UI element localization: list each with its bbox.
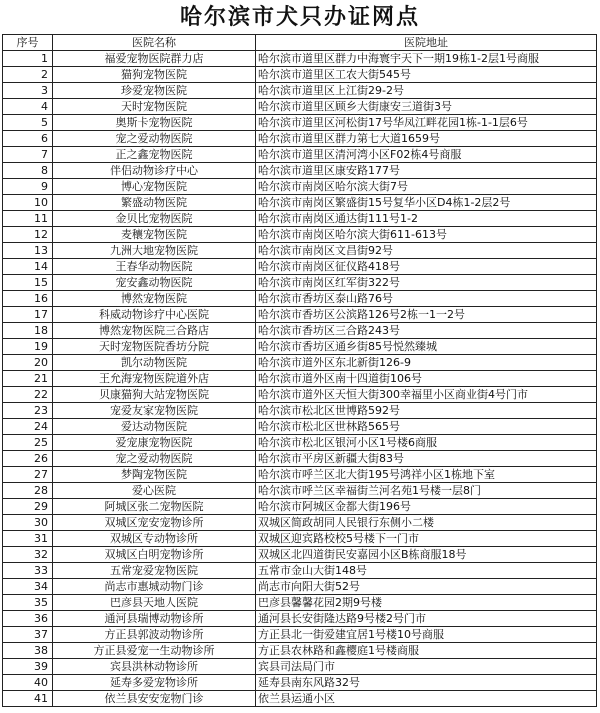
cell-address: 双城区迎宾路校校5号楼下一门市 [256,531,597,547]
cell-address: 哈尔滨市呼兰区北大街195号鸿祥小区1栋地下室 [256,467,597,483]
cell-name: 正之鑫宠物医院 [53,147,256,163]
cell-address: 哈尔滨市南岗区征仪路418号 [256,259,597,275]
table-header-row [3,35,597,51]
cell-address: 双城区北四道街民安嘉园小区B栋商服18号 [256,547,597,563]
cell-name: 宠安鑫动物医院 [53,275,256,291]
page-title: 哈尔滨市犬只办证网点 [179,4,420,30]
cell-no: 10 [3,195,53,211]
table-row [3,339,597,355]
cell-no: 25 [3,435,53,451]
cell-no: 1 [3,51,53,67]
table-row [3,547,597,563]
table-row [3,643,597,659]
cell-address: 哈尔滨市阿城区金都大街196号 [256,499,597,515]
cell-address: 哈尔滨市香坊区泰山路76号 [256,291,597,307]
table-row [3,355,597,371]
clinic-table [2,34,597,707]
table-row [3,579,597,595]
cell-no: 12 [3,227,53,243]
cell-address: 宾县司法局门市 [256,659,597,675]
table-row [3,323,597,339]
cell-address: 哈尔滨市香坊区三合路243号 [256,323,597,339]
table-row [3,611,597,627]
table-row [3,675,597,691]
cell-no: 18 [3,323,53,339]
cell-name: 九洲大地宠物医院 [53,243,256,259]
cell-no: 4 [3,99,53,115]
cell-name: 金贝比宠物医院 [53,211,256,227]
cell-name: 繁盛动物医院 [53,195,256,211]
cell-no: 2 [3,67,53,83]
table-row [3,371,597,387]
table-row [3,163,597,179]
header-address: 医院地址 [256,35,597,51]
cell-name: 方正县爱宠一生动物诊所 [53,643,256,659]
table-row [3,515,597,531]
cell-name: 贝康猫狗大站宠物医院 [53,387,256,403]
table-row [3,115,597,131]
table-row [3,451,597,467]
cell-no: 36 [3,611,53,627]
cell-name: 天时宠物医院香坊分院 [53,339,256,355]
cell-no: 20 [3,355,53,371]
cell-no: 30 [3,515,53,531]
cell-name: 尚志市惠城动物门诊 [53,579,256,595]
cell-address: 哈尔滨市道外区天恒大街300幸福里小区商业街4号门市 [256,387,597,403]
cell-no: 24 [3,419,53,435]
cell-address: 哈尔滨市香坊区通乡街85号悦然臻城 [256,339,597,355]
cell-address: 哈尔滨市道里区群力中海寰宇天下一期19栋1-2层1号商服 [256,51,597,67]
table-row [3,179,597,195]
cell-no: 19 [3,339,53,355]
cell-address: 哈尔滨市南岗区红军街322号 [256,275,597,291]
cell-name: 方正县郭波动物诊所 [53,627,256,643]
cell-name: 宠之爱动物医院 [53,451,256,467]
cell-no: 6 [3,131,53,147]
cell-address: 哈尔滨市南岗区哈尔滨大街611-613号 [256,227,597,243]
table-row [3,435,597,451]
cell-name: 博然宠物医院 [53,291,256,307]
cell-no: 39 [3,659,53,675]
table-row [3,275,597,291]
cell-no: 15 [3,275,53,291]
cell-no: 14 [3,259,53,275]
cell-name: 巴彦县天地人医院 [53,595,256,611]
cell-no: 21 [3,371,53,387]
cell-address: 哈尔滨市道里区康安路177号 [256,163,597,179]
cell-name: 梦陶宠物医院 [53,467,256,483]
table-row [3,51,597,67]
cell-name: 凯尔动物医院 [53,355,256,371]
table-row [3,131,597,147]
cell-name: 猫狗宠物医院 [53,67,256,83]
table-row [3,99,597,115]
cell-name: 爱达动物医院 [53,419,256,435]
table-row [3,387,597,403]
cell-no: 40 [3,675,53,691]
cell-name: 王春华动物医院 [53,259,256,275]
cell-no: 26 [3,451,53,467]
cell-address: 哈尔滨市道外区东北新街126-9 [256,355,597,371]
cell-no: 34 [3,579,53,595]
cell-address: 巴彦县馨馨花园2期9号楼 [256,595,597,611]
table-row [3,531,597,547]
cell-name: 阿城区张二宠物医院 [53,499,256,515]
cell-no: 13 [3,243,53,259]
table-row [3,627,597,643]
cell-name: 依兰县安安宠物门诊 [53,691,256,707]
table-row [3,403,597,419]
cell-name: 双城区宠安宠物诊所 [53,515,256,531]
cell-name: 麦穰宠物医院 [53,227,256,243]
cell-name: 双城区专动物诊所 [53,531,256,547]
table-row [3,291,597,307]
cell-no: 23 [3,403,53,419]
cell-address: 哈尔滨市松北区银河小区1号楼6商服 [256,435,597,451]
cell-address: 哈尔滨市道里区河松街17号华凤江畔花园1栋-1-1层6号 [256,115,597,131]
table-row [3,467,597,483]
cell-address: 哈尔滨市道里区清河湾小区F02栋4号商服 [256,147,597,163]
cell-no: 31 [3,531,53,547]
cell-name: 珍爱宠物医院 [53,83,256,99]
cell-name: 宠爱友家宠物医院 [53,403,256,419]
cell-no: 3 [3,83,53,99]
table-row [3,659,597,675]
cell-address: 双城区简政胡同人民银行东侧小二楼 [256,515,597,531]
cell-no: 38 [3,643,53,659]
cell-address: 哈尔滨市南岗区繁盛街15号复华小区D4栋1-2层2号 [256,195,597,211]
cell-address: 尚志市向阳大街52号 [256,579,597,595]
table-row [3,307,597,323]
table-row [3,499,597,515]
cell-no: 16 [3,291,53,307]
cell-name: 王允海宠物医院道外店 [53,371,256,387]
cell-name: 博心宠物医院 [53,179,256,195]
cell-name: 延寿多爱宠物诊所 [53,675,256,691]
cell-name: 宾县洪林动物诊所 [53,659,256,675]
table-row [3,243,597,259]
cell-address: 哈尔滨市松北区世博路592号 [256,403,597,419]
cell-name: 宠之爱动物医院 [53,131,256,147]
cell-address: 哈尔滨市呼兰区幸福街兰河名苑1号楼一层8门 [256,483,597,499]
cell-name: 天时宠物医院 [53,99,256,115]
table-row [3,83,597,99]
cell-address: 哈尔滨市南岗区通达街111号1-2 [256,211,597,227]
cell-address: 通河县长安街隆达路9号楼2号门市 [256,611,597,627]
cell-name: 福爱宠物医院群力店 [53,51,256,67]
cell-no: 22 [3,387,53,403]
cell-name: 科威动物诊疗中心医院 [53,307,256,323]
cell-address: 哈尔滨市道外区南十四道街106号 [256,371,597,387]
cell-no: 37 [3,627,53,643]
cell-address: 哈尔滨市道里区群力第七大道1659号 [256,131,597,147]
cell-no: 41 [3,691,53,707]
cell-no: 29 [3,499,53,515]
cell-address: 哈尔滨市平房区新疆大街83号 [256,451,597,467]
table-row [3,563,597,579]
table-row [3,691,597,707]
cell-address: 哈尔滨市松北区世林路565号 [256,419,597,435]
cell-address: 哈尔滨市南岗区文昌街92号 [256,243,597,259]
header-name: 医院名称 [53,35,256,51]
table-row [3,259,597,275]
header-no: 序号 [3,35,53,51]
cell-name: 五常宠爱宠物医院 [53,563,256,579]
cell-address: 依兰县运通小区 [256,691,597,707]
table-row [3,227,597,243]
cell-address: 哈尔滨市道里区顾乡大街康安三道街3号 [256,99,597,115]
cell-no: 33 [3,563,53,579]
cell-name: 爱宠康宠物医院 [53,435,256,451]
table-row [3,211,597,227]
cell-no: 11 [3,211,53,227]
cell-no: 32 [3,547,53,563]
cell-no: 27 [3,467,53,483]
cell-address: 方正县北一街爱建宜居1号楼10号商服 [256,627,597,643]
table-row [3,195,597,211]
cell-no: 17 [3,307,53,323]
cell-address: 延寿县南东风路32号 [256,675,597,691]
cell-address: 五常市金山大街148号 [256,563,597,579]
table-row [3,419,597,435]
table-body [3,51,597,707]
cell-name: 双城区白明宠物诊所 [53,547,256,563]
cell-name: 伴侣动物诊疗中心 [53,163,256,179]
cell-no: 35 [3,595,53,611]
cell-name: 博然宠物医院三合路店 [53,323,256,339]
cell-no: 5 [3,115,53,131]
cell-address: 方正县农林路和鑫樱庭1号楼商服 [256,643,597,659]
cell-name: 奥斯卡宠物医院 [53,115,256,131]
cell-no: 7 [3,147,53,163]
table-row [3,67,597,83]
table-row [3,147,597,163]
cell-no: 8 [3,163,53,179]
cell-no: 28 [3,483,53,499]
cell-address: 哈尔滨市道里区上江街29-2号 [256,83,597,99]
cell-address: 哈尔滨市南岗区哈尔滨大街7号 [256,179,597,195]
cell-name: 通河县瑞博动物诊所 [53,611,256,627]
table-row [3,595,597,611]
cell-address: 哈尔滨市香坊区公滨路126号2栋一1一2号 [256,307,597,323]
cell-address: 哈尔滨市道里区工农大街545号 [256,67,597,83]
table-row [3,483,597,499]
cell-no: 9 [3,179,53,195]
cell-name: 爱心医院 [53,483,256,499]
